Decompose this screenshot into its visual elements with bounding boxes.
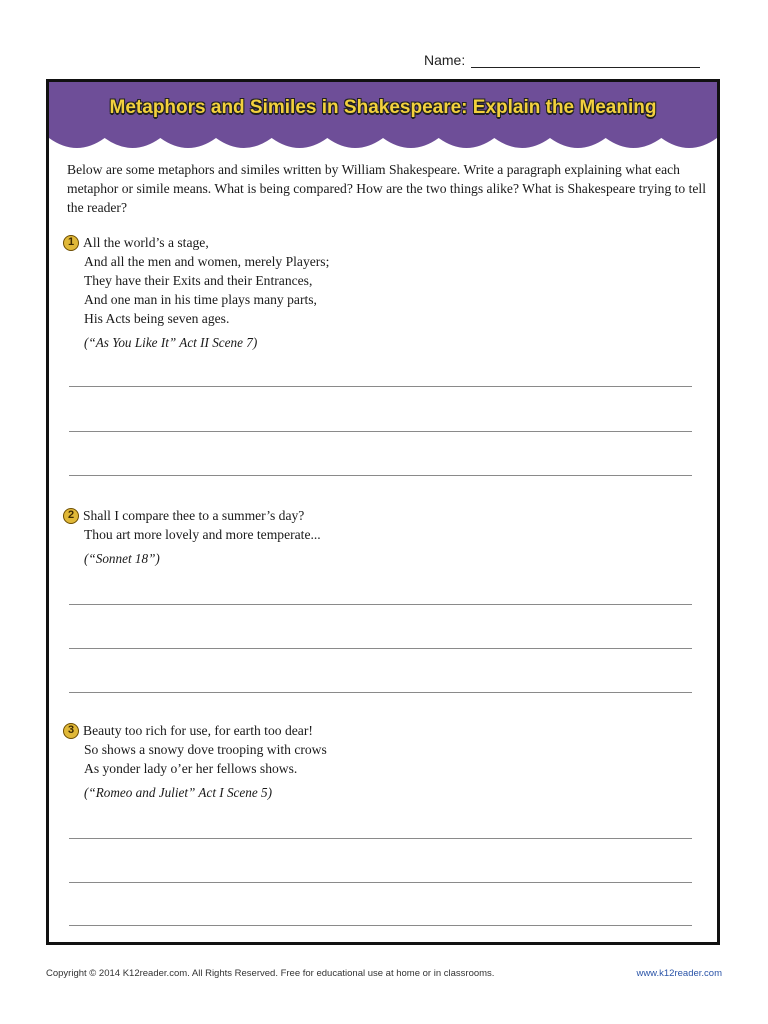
quote-line: Shall I compare thee to a summer’s day?: [83, 508, 305, 523]
question-2: [63, 506, 683, 568]
name-label: Name:: [424, 52, 466, 68]
quote-line: And all the men and women, merely Players;: [84, 254, 330, 269]
title-banner: [49, 82, 717, 152]
quote-line: And one man in his time plays many parts,: [84, 292, 317, 307]
quote-line: As yonder lady o’er her fellows shows.: [84, 761, 298, 776]
worksheet-frame: [46, 79, 720, 945]
question-number-badge: 3: [63, 723, 79, 739]
instructions-paragraph: Below are some metaphors and similes written by William Shakespeare. Write a paragraph explaining what each metaphor or simile means. What is being compared? How are the two things alike? What is Shakespeare trying to tell the reader?: [67, 162, 706, 215]
answer-line[interactable]: [69, 604, 692, 605]
name-field[interactable]: [424, 46, 700, 68]
answer-line[interactable]: [69, 692, 692, 693]
quote-line: They have their Exits and their Entrances,: [84, 273, 313, 288]
answer-line[interactable]: [69, 925, 692, 926]
website-link[interactable]: www.k12reader.com: [636, 968, 722, 979]
answer-line[interactable]: [69, 475, 692, 476]
quote-citation: (“As You Like It” Act II Scene 7): [84, 335, 258, 350]
question-number-badge: 2: [63, 508, 79, 524]
quote-line: Beauty too rich for use, for earth too dear!: [83, 723, 313, 738]
question-3: [63, 721, 683, 802]
quote-line: His Acts being seven ages.: [84, 311, 230, 326]
name-blank-line[interactable]: [471, 51, 700, 68]
question-number-badge: 1: [63, 235, 79, 251]
answer-line[interactable]: [69, 838, 692, 839]
quote-line: All the world’s a stage,: [83, 235, 209, 250]
page-title: Metaphors and Similes in Shakespeare: Explain the Meaning: [109, 97, 657, 118]
quote-line: So shows a snowy dove trooping with crows: [84, 742, 327, 757]
answer-line[interactable]: [69, 648, 692, 649]
copyright-notice: Copyright © 2014 K12reader.com. All Rights Reserved. Free for educational use at home or in classrooms.: [46, 968, 495, 979]
question-1: [63, 233, 683, 352]
quote-line: Thou art more lovely and more temperate...: [84, 527, 321, 542]
answer-line[interactable]: [69, 882, 692, 883]
quote-citation: (“Sonnet 18”): [84, 551, 160, 566]
answer-line[interactable]: [69, 386, 692, 387]
answer-line[interactable]: [69, 431, 692, 432]
quote-citation: (“Romeo and Juliet” Act I Scene 5): [84, 785, 272, 800]
